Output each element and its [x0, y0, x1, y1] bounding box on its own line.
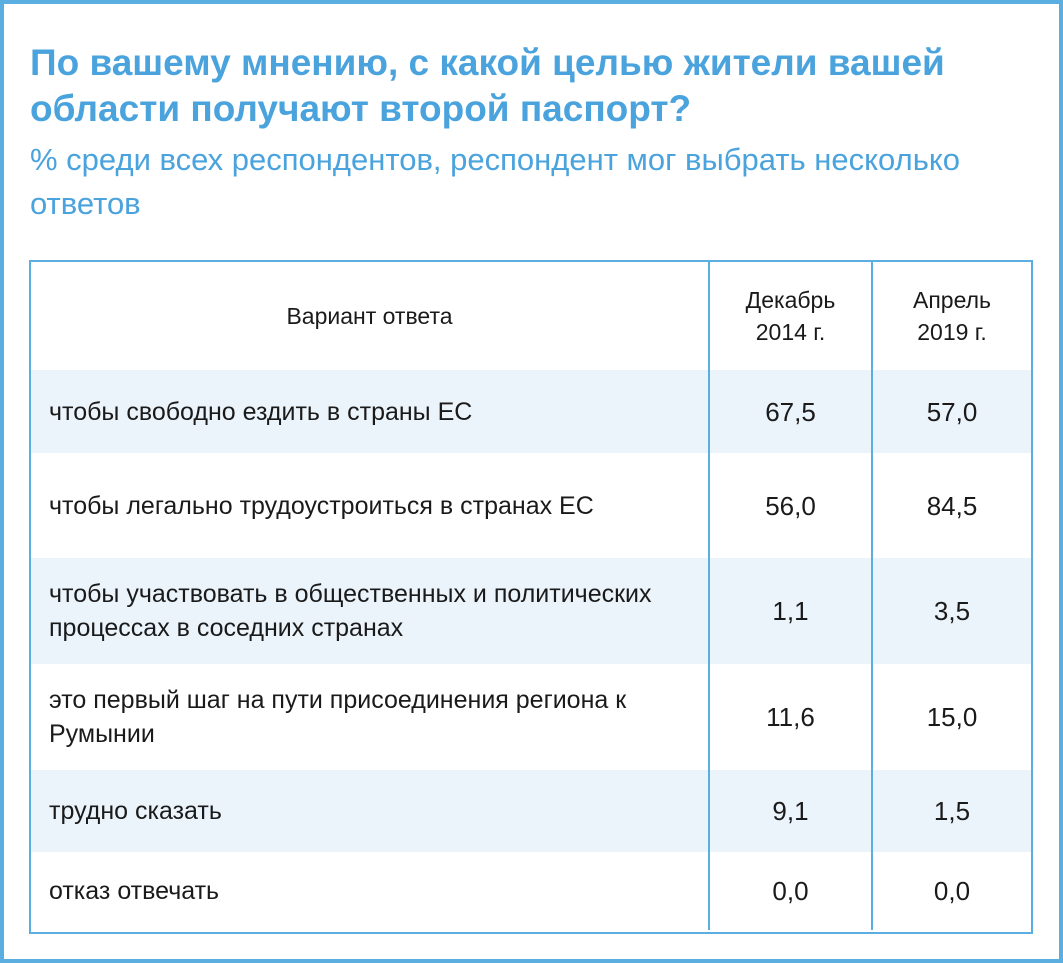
- page-title: По вашему мнению, с какой целью жители вашей области получают второй паспорт?: [30, 42, 945, 129]
- value-apr-2019: 15,0: [872, 664, 1031, 770]
- header-dec-2014-line2: 2014 г.: [755, 319, 826, 345]
- value-dec-2014: 67,5: [709, 370, 872, 453]
- answer-cell: чтобы свободно ездить в страны ЕС: [31, 370, 709, 453]
- header-dec-2014-line1: Декабрь: [745, 287, 836, 313]
- page-subtitle: % среди всех респондентов, респондент мог выбрать несколько ответов: [30, 142, 960, 221]
- value-apr-2019: 3,5: [872, 558, 1031, 664]
- value-apr-2019: 84,5: [872, 453, 1031, 558]
- table-header-row: [31, 262, 1031, 370]
- value-dec-2014: 1,1: [709, 558, 872, 664]
- value-apr-2019: 0,0: [872, 852, 1031, 930]
- results-table: [31, 262, 1031, 930]
- answer-cell: трудно сказать: [31, 770, 709, 852]
- header-apr-2019: [872, 262, 1031, 370]
- table-row: [31, 770, 1031, 852]
- value-apr-2019: 57,0: [872, 370, 1031, 453]
- answer-cell: отказ отвечать: [49, 877, 220, 905]
- table-row: [31, 558, 1031, 664]
- value-dec-2014: 11,6: [709, 664, 872, 770]
- header-apr-2019-line2: 2019 г.: [917, 319, 987, 345]
- answer-cell: чтобы участвовать в общественных и политических процессах в соседних странах: [31, 558, 709, 664]
- value-dec-2014: 0,0: [709, 852, 872, 930]
- table-row: [31, 852, 1031, 930]
- answer-cell: чтобы легально трудоустроиться в странах ЕС: [49, 491, 594, 520]
- header-answer: Вариант ответа: [286, 303, 453, 329]
- table-row: [31, 664, 1031, 770]
- header-apr-2019-line1: Апрель: [912, 287, 992, 313]
- value-apr-2019: 1,5: [872, 770, 1031, 852]
- table-row: [31, 370, 1031, 453]
- table-row: [31, 453, 1031, 558]
- value-dec-2014: 9,1: [709, 770, 872, 852]
- answer-cell: это первый шаг на пути присоединения региона к Румынии: [49, 686, 627, 748]
- results-table-box: [29, 260, 1033, 934]
- header-dec-2014: [709, 262, 872, 370]
- value-dec-2014: 56,0: [709, 453, 872, 558]
